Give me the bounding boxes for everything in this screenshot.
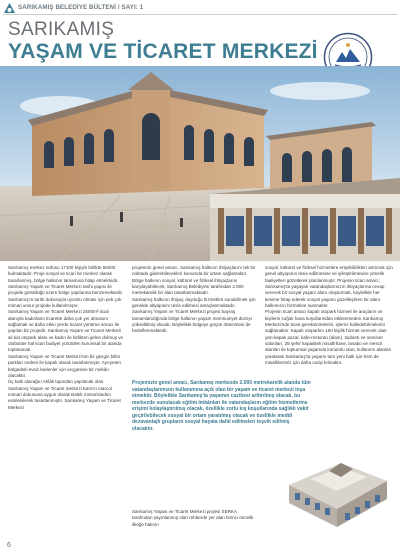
paragraph: Sarıkamış halkının ihtiyaç duyduğu hizmetleri sunabilmek için genelde altyapısını tesis edilmesi amaçlanmaktadır. Sarıkamış Yaşam ve Ticaret Merkezi projesi bayraş tamamlandığında bölge halkının yaşam memnuniyet düzeyi yükseltilmiş olacak. Böylelikle bölgeye göçün önlenmesi de hedeflenmektedir. <box>132 296 256 334</box>
article-column-2 <box>132 265 257 335</box>
article-column-2-bottom: Sarıkamış Yaşam ve Ticaret Merkezi projesi SERKA tarafından yayınlanmış olan rehberde yer alan birinci öncelik ilköğe halının <box>132 509 254 527</box>
bulletin-title: SARIKAMIŞ BELEDİYE BÜLTENİ / SAYI: 1 <box>18 4 144 11</box>
building-render-image <box>0 66 400 261</box>
header-divider <box>3 14 397 15</box>
bulletin-header <box>0 0 400 16</box>
paragraph: Sarıkamış Yaşam ve Ticaret Merkezi 2500m² ticari alanıyla kadınların ticarette daha çok yer almasını sağlamak ve daha etkin yerde ticaret yürütme amacı ile yapılan bir projedir. Sarıkamış Yaşam ve Ticaret Merkezi ali kat otopark alanı ve kadın ile birlikten gelen dolmuş ve otobüsler hal ticari faaliyet yürütülen kurumsal bir alanda toplanacak. <box>8 309 123 353</box>
paragraph: Sarıkamış merkez nüfusu 17100 kişiyle birlikte 55000 bulmaktadır. Proje sosyal ve ticari bir merkez olarak tasarlanmış, bölge halkının tamamına hitap etmektedir. <box>8 265 119 283</box>
article-column-3 <box>265 265 393 367</box>
article-title-line2: YAŞAM VE TİCARET MERKEZİ <box>8 40 318 63</box>
page-number: 6 <box>7 542 11 549</box>
paragraph: Üç katlı olacağın Ahlâk tapından yapılacak olan Sarıkamış Yaşam ve Ticaret merkezi Kars'ın marcol mimari dokusuna uygun olarak Baltık mimarisinden esinlenilerek tasarlanmıştır. Sarıkamış Yaşam ve Ticaret Merkezi <box>8 379 121 410</box>
paragraph: sosyal, kültürel ve fiziksel hizmetlere erişebilirlikleri artırmak için genel altyapının tesis edilmesine ve iyileştirilmesine yönelik faaliyetleri gözetlerek planlanmıştır. Projenin ticari amacı; Sarıkamış'ta yaşayan vatandaşlarımızın ihtiyaçlarına cevap verecek bir sosyal yaşam alanı oluşturmak, böylelikle her kesime hitap ederek sosyal yaşamı güzelleştiren bir alanı halkımızın hizmetine sunmaktır. <box>265 265 393 309</box>
article-title-line1: SARIKAMIŞ <box>8 19 115 40</box>
paragraph: Projenin ticari amacı kapalı otopark hizmeti ile araçların ve kişilerin soğuk hava koşullarından etkilenmeden Sarıkamış Merkezi'nde ticari gereksinimlerini, işlerini halledebilmelerini sağlamaktır. Kapalı otoparkın 150 kişilik hizmet verecek olan yarı-kapalı pazar, kafe-restoran (alanı), toplantı ve seminer salonları, 25 şehir kapasiteli misafirhane, lavabo ve mescit alanları ile toplumsal yaşamda konumlu olan, kullanımı alanları yaratarak Sarıkamış'ta yaşamı tam yeni halk için hem de misafirlerimiz için daha cazip kılmaktır. <box>265 309 392 366</box>
paragraph: projesinin genel amacı, Sarıkamış halkının ihtiyaçlarını tek bir noktada giderebilecekleri konumda bir ortam sağlamaktır. Bölge halkının sosyal, kültürel ve fiziksel ihtiyaçlarını karşılayabilecek, Sarıkamış Belediyesi tarafından 2.000 metrekarelik bir alan tasarlanmaktadır. <box>132 265 256 296</box>
bulletin-logo-icon <box>3 2 16 14</box>
pull-quote: Projemizin genel amacı, Sarıkamış merkezde 2.000 metrekarelik alanda tüm vatandaşlarımızın kullanımına açık olan bir yaşam ve ticaret merkezi inşa etmektir. Böylelikle Sarıkamış'ta yaşamın cazibesi arttırılmış olacak, bu merkezde sunulacak eğitim imkânları ile vatandaşların eğitim hizmetlerine erişimi kolaylaştırılmış olacak, özellikle zorlu kış koşullarında sağlıklı vakit geçirilebilecek sosyal bir ortam yaratılmış olacak ve özellikle meddi dezavantajlı grupların sosyal hayata dahil edilmeleri teşvik edilmiş olacaktır. <box>132 380 311 432</box>
building-aerial-image <box>283 445 393 537</box>
paragraph: Sarıkamış Yaşam ve Ticaret Merkezi tarihi yapısı ile projede görüldüğü üzere bölge yapılarına benzemektedir. Sarıkamış'ın tarihi dokusuyla uyumlu olması için pek çok mimari unsur projede kullanılmıştır. <box>8 284 124 309</box>
paragraph: Sarıkamış Yaşam ve Ticaret Merkezi'nin bir gezgin bilim parkları nedeni ile kapalı olarak tasarlanmıştır. Ayrıyeten bölgedeki evsiz kedenler için veçgesine bir mekân olacaktır. <box>8 353 121 378</box>
article-column-1 <box>8 265 125 411</box>
